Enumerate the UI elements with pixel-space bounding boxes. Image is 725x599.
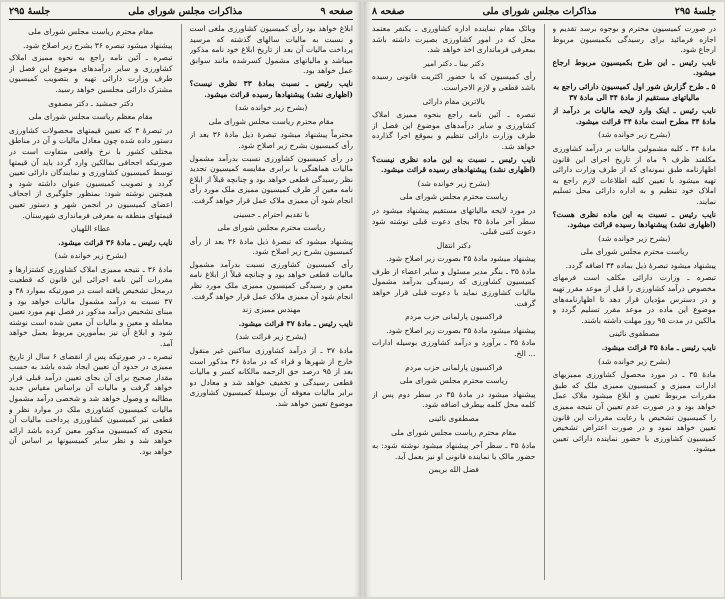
paragraph: مادهٔ ۳۵ ـ سطر آخر پیشنهاد میشود نوشته شود: به حضور مالک یا نماینده قانونی او نیز بعمل آید.	[372, 441, 536, 461]
centered-line: (بشرح زیر خوانده شد)	[54, 251, 127, 261]
right-page-title: مذاکرات مجلس شورای ملی	[482, 6, 597, 17]
paragraph: نایب رئیس ـ نسبت به این ماده نظری هست؟ (اظهاری نشد) پیشنهادها رسیده قرائت میشود.	[552, 209, 716, 230]
centered-line: مقام محترم ریاست مجلس شورای ملی	[208, 116, 334, 126]
right-page-right-column	[553, 24, 717, 580]
centered-line: (بشرح زیر خوانده شد)	[598, 356, 671, 366]
paragraph: نایب رئیس ـ مادهٔ ۳۶ قرائت میشود.	[58, 237, 173, 247]
paragraph: پیشنهاد میشود تبصرهٔ ذیل بماده ۳۴ اضافه گردد.	[565, 260, 716, 270]
centered-line: فراکسیون پارلمانی حزب مردم	[405, 312, 503, 322]
right-page-number: صفحه ۸	[372, 6, 405, 17]
paragraph: تبصره ـ در صورتیکه پس از انقضای ۶ سال از تاریخ ممیزی در حدود آن تعیین ایجاد شده باشد به حسب مقدار صحیح برای آن بجای تعیین درآمد قبلی قرار خواهد گرفت و مالیات آن براساس مقیاس جدید مطالبه و وصول خواهد شد و شخصی درآمد مشمول مالیات کمیسیون کشاورزی ملک در موارد نظر و قطعی نیز کمیسیون کشاورزی پرداخت مالیات آن بنحوی که کمیسیون مذکور معین کرده باشد ارائه خواهد شد و نظر سایر کمیسیونها بر اساس آن خواهد بود.	[9, 351, 173, 456]
centered-line: (بشرح زیر خوانده شد)	[235, 103, 308, 113]
paragraph: نایب رئیس ـ این طرح بکمیسیون مربوط ارجاع میشود.	[552, 57, 716, 78]
paragraph: مادهٔ ۳۴ ـ کلیه مشمولین مالیات بر درآمد کشاورزی مکلفند ظرف ۹ ماه از تاریخ اجرای این قانون اظهارنامه طبق نمونه‌ای که از طرف وزارت دارائی تهیه میشود با تعیین کلیه اطلاعات لازم راجع به املاک خود تنظیم و به اداره دارائی محل تسلیم نمایند.	[552, 143, 716, 206]
centered-line: مقام معظم ریاست مجلس شورای ملی	[28, 112, 153, 122]
centered-line: مهندس ممیزی زند	[241, 305, 301, 315]
section-heading: ۵ ـ طرح گزارش شور اول کمیسیون دارائی راجع به مالیاتهای مستقیم از مادهٔ ۳۴ الی مادهٔ ۳۷	[552, 81, 716, 102]
centered-line: با تقدیم احترام ـ حسینی	[233, 209, 310, 219]
paragraph: تبصره ـ آئین نامه راجع بنحوه ممیزی املاک کشاورزی و سایر درآمدهای موضوع این فصل از طرف وزارت دارائی تنظیم و بموقع اجرا گذارده خواهد شد.	[372, 110, 536, 151]
paragraph: رأی کمیسیون کشاورزی نسبت بدرآمد مشمول مالیات قطعی خواهد بود و چنانچه قبلاً از ابلاغ نامه معین و رسیدگی کمیسیون ممیزی ملک مورد نظر انجام شود آن ممیزی ملاک عمل قرار خواهد گرفت.	[189, 259, 353, 301]
centered-line: (بشرح زیر قرائت شد)	[235, 332, 307, 342]
paragraph: رأی کمیسیون که با حضور اکثریت قانونی رسیده باشد قطعی و لازم الاجراست.	[372, 72, 536, 92]
left-page-number: صفحه ۹	[320, 6, 353, 17]
centered-line: ریاست محترم مجلس شورای ملی	[399, 376, 508, 386]
paragraph: در تبصرهٔ ۳ که تعیین قیمتهای محصولات کشاورزی دستور داده شده چون معادل مالیات و آن در مناطق مختلف کشور با نرخ واقعی متفاوت است در صورتیکه اجحافی بمالکین وارد گردد باید آن قیمتها توسط کمیسیون کشاورزی و نمایندگان دارائی تعیین گردد و تصویب کمیسیون عنوان داشته شود و همچنین نوشته شود: بمنظور جلوگیری از اجحاف اعضای کمیسیون در انجمن شهر و دستور تعیین قیمتهای منطقه به معرفی فرمانداری شهرستان.	[9, 125, 173, 220]
paragraph: مادهٔ ۳۵ ـ در مورد محصول کشاورزی ممیزیهای ادارات ممیزی و کمیسیون ممیزی ملک که طبق مقررات مربوط تعیین و ابلاغ میشود ملاک عمل خواهد بود و در صورت عدم تعیین آن نتیجه ممیزی را کمیسیون تشخیص با رعایت مقررات این قانون تعیین خواهد نمود و در صورت اعتراض تشخیص کمیسیون کشاورزی با حضور نماینده دارائی تعیین میشود.	[552, 370, 716, 454]
left-page-right-column	[190, 24, 354, 580]
centered-line: فضل الله بریمن	[428, 465, 479, 475]
paragraph: وبائک مقام نماینده اداره کشاورزی ـ یکنفر معتمد محل که در امور کشاورزی بصیرت داشته باشد بمعرفی فرمانداری اخذ خواهد شد.	[372, 24, 536, 55]
paragraph: پیشنهاد میشود مادهٔ ۳۵ بصورت زیر اصلاح شود.	[386, 325, 536, 335]
centered-line: (بشرح زیر خوانده شد)	[417, 178, 490, 188]
paragraph: پیشنهاد میشود تبصره ۳۶ بشرح زیر اصلاح شود.	[23, 40, 173, 50]
left-page-title: مذاکرات مجلس شورای ملی	[128, 6, 243, 17]
centered-line: ریاست محترم مجلس شورای ملی	[399, 192, 508, 202]
left-page-left-column	[9, 24, 173, 580]
paragraph: مادهٔ ۳۵ ـ برآورد و درآمد کشاورزی بوسیله ادارات ... الخ.	[372, 338, 536, 359]
centered-line: مصطفوی نائینی	[609, 329, 660, 339]
right-page-header	[372, 6, 716, 20]
paragraph: تبصره ـ آئین نامه راجع به نحوه ممیزی املاک کشاورزی و سایر درآمدهای موضوع این فصل از طرف وزارت دارائی تهیه و بتصویب کمیسیون مشترک دارائی مجلسین خواهد رسید.	[9, 53, 173, 94]
centered-line: مصطفوی نائینی	[428, 414, 479, 423]
right-page-session: جلسهٔ ۲۹۵	[674, 6, 716, 17]
paragraph: نایب رئیس ـ اینک وارد لایحه مالیات بر درآمد از مادهٔ ۳۴ مطرح است مادهٔ ۳۴ قرائت میشود.	[552, 106, 716, 126]
centered-line: دکتر انتقال	[436, 240, 471, 250]
paragraph: محترماً پیشنهاد میشود تبصرهٔ ذیل مادهٔ ۳۶ بعد از رأی کمیسیون بشرح زیر اصلاح شود.	[189, 130, 353, 150]
paragraph: مادهٔ ۳۶ ـ نتیجه ممیزی املاک کشاورزی کشتزارها و مقررات آئین نامه اجرائی این قانون که قطعیت درمحل تشخیص یافته است در صورتیکه بموارد ۳۸ و ۳۷ نسبت به درآمد مشمول مالیات خواهد بود و مبنای تشخیص درآمد مذکور در فصل نهم مورد تعیین معامله و معین و مالیات آن معین شده است نوشته شود و ابلاغ آن نیز بمأمورین مربوط بعمل خواهد آمد.	[9, 264, 173, 349]
paragraph: مادهٔ ۳۷ ـ از درآمد کشاورزی ساکنین غیر منقول خارج از شهرها و قراء که در مادهٔ ۳۶ مذکور است بعد از ۹۵ درصد حق الزحمه مالکانه کسر و مالیات قطعی رسیدگی و تخفیف خواهد شد و معادل دو برابر مالیات معوقه آن بوسیلهٔ کمیسیون کشاورزی موضوع تعیین خواهد شد.	[189, 346, 353, 408]
left-page-header	[9, 6, 353, 20]
centered-line: مقام محترم ریاست مجلس شورای ملی	[391, 427, 517, 437]
paragraph: پیشنهاد میشود که تبصرهٔ ذیل مادهٔ ۳۶ بعد از رأی کمیسیون بشرح زیر اصلاح شود.	[189, 236, 353, 257]
left-page	[1, 2, 361, 597]
paragraph: نایب رئیس ـ نسبت بمادهٔ ۳۳ نظری نیست؟ (اظهاری نشد) پیشنهادها رسیده قرائت میشود.	[189, 78, 353, 99]
paragraph: در مورد لایحه مالیاتهای مستقیم پیشنهاد میشود در سطر آخر مادهٔ ۳۵ بجای دعوت قبلی نوشته شود دعوت کتبی قبلی.	[372, 205, 536, 237]
centered-line: دکتر بینا ـ دکتر امیر	[423, 58, 484, 68]
paragraph: در صورت کمیسیون محترم و بوجوه برسد تقدیم و اجازه فرمائید برای رسیدگی بکمیسیون مربوط ارجاع شود.	[552, 24, 716, 55]
paragraph: نایب رئیس ـ مادهٔ ۳۵ قرائت میشود.	[601, 343, 716, 353]
centered-line: ریاست محترم مجلس شورای ملی	[580, 247, 689, 257]
paragraph: در رأی کمیسیون کشاورزی نسبت بدرآمد مشمول مالیات هماهنگی با برابری مقایسه کمیسیون تجدید نظر رسیدگی قطعی خواهد بود و چنانچه قبلاً از ابلاغ نامه معین از طرف کمیسیون ممیزی ملک مورد رأی انجام شود آن ممیزی ملاک عمل قرار خواهد گرفت.	[189, 153, 353, 205]
column-divider	[544, 24, 545, 580]
centered-line: (بشرح زیر خوانده شد)	[598, 233, 671, 243]
column-divider	[181, 24, 182, 580]
centered-line: فراکسیون پارلمانی حزب مردم	[405, 362, 503, 372]
right-page	[364, 2, 724, 597]
paragraph: نایب رئیس ـ نسبت به این ماده نظری نیست؟ (اظهاری نشد) پیشنهادهای رسیده قرائت میشود.	[372, 154, 536, 175]
left-page-session: جلسهٔ ۲۹۵	[9, 6, 51, 17]
paragraph: پیشنهاد میشود در مادهٔ ۳۵ در سطر دوم پس از کلمه محل کلمه بیطرف اضافه شود.	[372, 389, 536, 410]
centered-line: دکتر جمشید ـ دکتر مصفوی	[48, 98, 134, 108]
paragraph: پیشنهاد میشود مادهٔ ۳۵ بصورت زیر اصلاح شود.	[386, 254, 536, 264]
paragraph: نایب رئیس ـ مادهٔ ۳۷ قرائت میشود.	[238, 318, 353, 328]
centered-line: مقام محترم ریاست مجلس شورای ملی	[28, 27, 154, 36]
centered-line: عطاء اللهیان	[70, 224, 111, 234]
paragraph: ابلاغ خواهد بود رأی کمیسیون کشاورزی ملغی است و نسبت به مالیات سالهای گذشته که مرسید پرداخت مالیات آن بعد از تاریخ ابلاغ خود نامه مذکور میباشد و مالیاتهای مشمول کسرشده مانند سوابق عمل خواهد بود.	[189, 24, 353, 76]
paragraph: مادهٔ ۳۵ ـ بنگر مدیر مسئول و سایر اعضاء از طرف کمیسیون کشاورزی که رسیدگی بدرآمد مشمول مالیات کشاورزی نماید با دعوت قبلی قرار خواهد گرفت.	[372, 266, 536, 308]
centered-line: (بشرح زیر خوانده شد)	[598, 130, 671, 140]
centered-line: ریاست محترم مجلس شورای ملی	[217, 223, 326, 233]
paragraph: تبصره ـ وزارت دارائی مکلف است فرمهای مخصوص درآمد کشاورزی را قبل از موعد مقرر تهیه و در دسترس مؤدیان قرار دهد تا اظهارنامه‌های موضوع این ماده در موعد مقرر تسلیم گردد و مالکین در مدت ۹۵ روز مهلت داشته باشند.	[552, 273, 716, 325]
right-page-left-column	[372, 24, 536, 580]
centered-line: بالاترین مقام دارائی	[422, 96, 485, 106]
